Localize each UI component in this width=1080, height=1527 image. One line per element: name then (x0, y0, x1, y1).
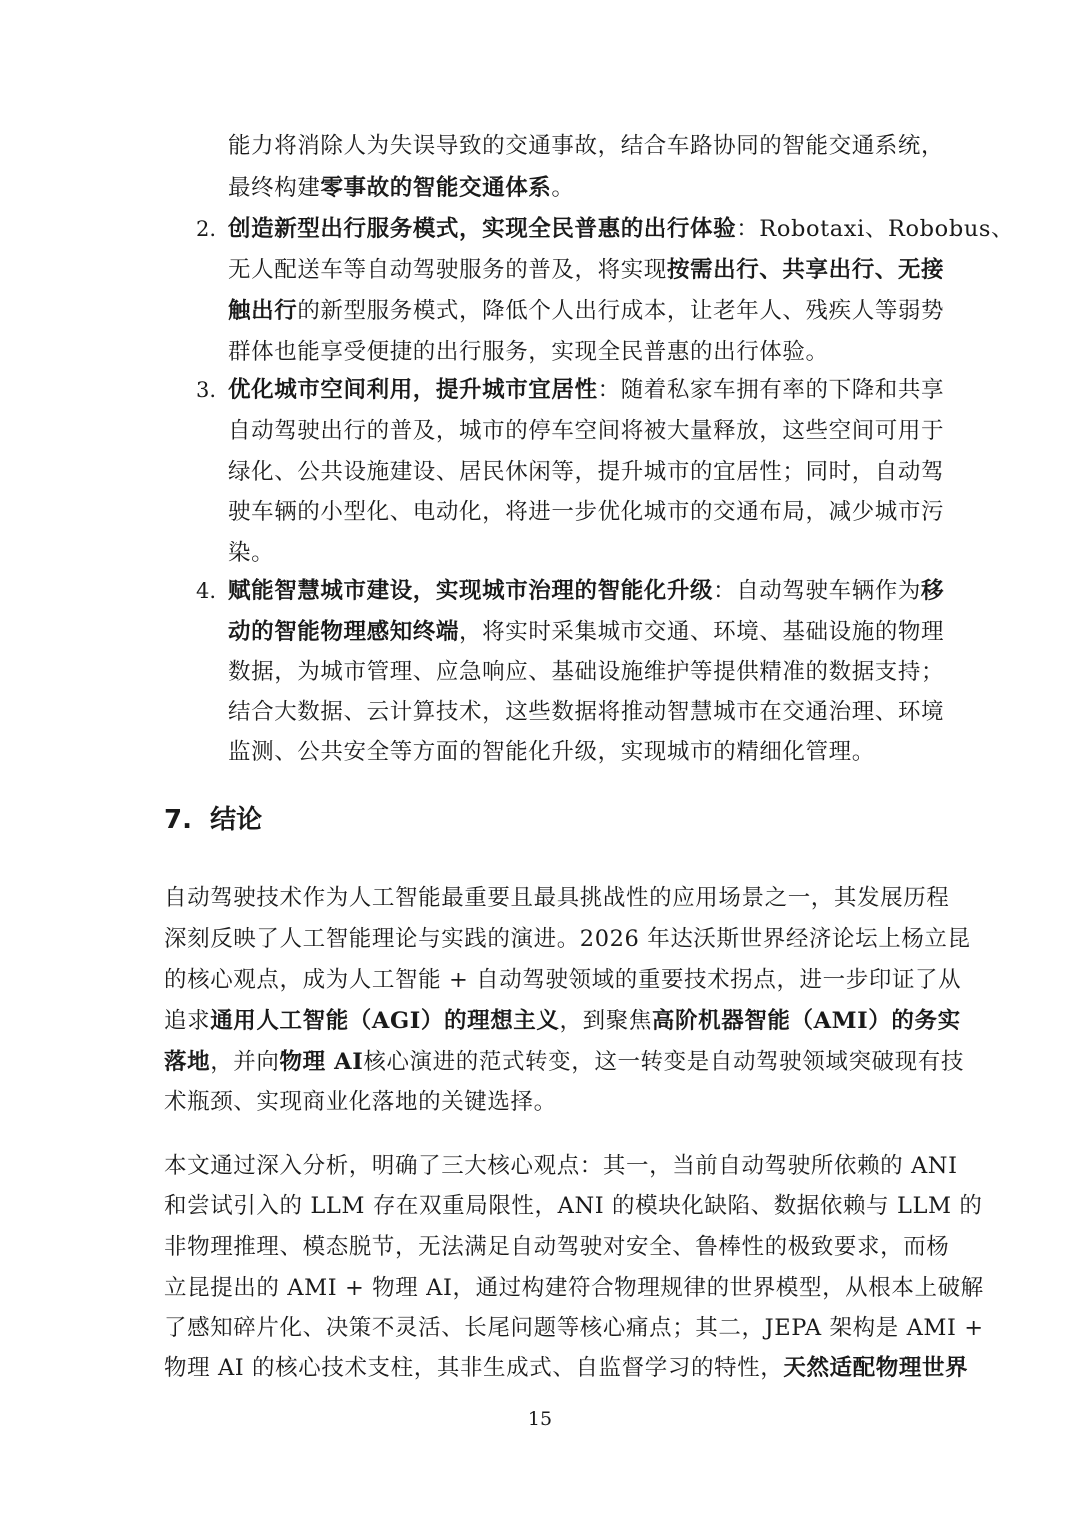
para2-line-1: 本文通过深入分析，明确了三大核心观点：其一，当前自动驾驶所依赖的 ANI (164, 1153, 958, 1179)
section-number: 7. (164, 805, 192, 835)
list-item-number: 2. (196, 217, 217, 241)
list-item-4-line-5: 监测、公共安全等方面的智能化升级，实现城市的精细化管理。 (228, 739, 875, 765)
para1-line-2: 深刻反映了人工智能理论与实践的演进。2026 年达沃斯世界经济论坛上杨立昆 (164, 926, 971, 952)
intro-emphasis: 零事故的智能交通体系 (320, 175, 552, 201)
list-item-3-line-5: 染。 (228, 540, 275, 566)
para2-line-2: 和尝试引入的 LLM 存在双重局限性，ANI 的模块化缺陷、数据依赖与 LLM 的 (164, 1193, 983, 1219)
para1-line-5: 落地，并向物理 AI核心演进的范式转变，这一转变是自动驾驶领域突破现有技 (164, 1049, 964, 1075)
list-item-4-line-4: 结合大数据、云计算技术，这些数据将推动智慧城市在交通治理、环境 (228, 699, 945, 725)
list-item-2-line-4: 群体也能享受便捷的出行服务，实现全民普惠的出行体验。 (228, 339, 829, 365)
list-item-2-line-2: 无人配送车等自动驾驶服务的普及，将实现按需出行、共享出行、无接 (228, 257, 945, 283)
list-item-3-line-4: 驶车辆的小型化、电动化，将进一步优化城市的交通布局，减少城市污 (228, 499, 945, 525)
para2-line-5: 了感知碎片化、决策不灵活、长尾问题等核心痛点；其二，JEPA 架构是 AMI + (164, 1315, 984, 1341)
list-item-3-line-3: 绿化、公共设施建设、居民休闲等，提升城市的宜居性；同时，自动驾 (228, 459, 945, 485)
page-number: 15 (527, 1408, 553, 1430)
para1-line-4: 追求通用人工智能（AGI）的理想主义，到聚焦高阶机器智能（AMI）的务实 (164, 1008, 961, 1034)
para2-line-4: 立昆提出的 AMI + 物理 AI，通过构建符合物理规律的世界模型，从根本上破解 (164, 1275, 984, 1301)
section-heading (164, 802, 262, 838)
list-item-2-line-1: 创造新型出行服务模式，实现全民普惠的出行体验：Robotaxi、Robobus、 (228, 216, 1015, 242)
list-item-3-line-2: 自动驾驶出行的普及，城市的停车空间将被大量释放，这些空间可用于 (228, 418, 945, 444)
list-item-4-line-2: 动的智能物理感知终端，将实时采集城市交通、环境、基础设施的物理 (228, 619, 945, 645)
section-title: 结论 (210, 805, 263, 835)
list-item-2-line-3: 触出行的新型服务模式，降低个人出行成本，让老年人、残疾人等弱势 (228, 298, 945, 324)
para1-line-1: 自动驾驶技术作为人工智能最重要且最具挑战性的应用场景之一，其发展历程 (164, 885, 950, 911)
para1-line-6: 术瓶颈、实现商业化落地的关键选择。 (164, 1089, 557, 1115)
intro-line-2: 最终构建零事故的智能交通体系。 (228, 175, 575, 201)
list-item-4-line-1: 赋能智慧城市建设，实现城市治理的智能化升级：自动驾驶车辆作为移 (228, 578, 945, 604)
list-item-4-line-3: 数据，为城市管理、应急响应、基础设施维护等提供精准的数据支持； (228, 659, 945, 685)
para1-line-3: 的核心观点，成为人工智能 + 自动驾驶领域的重要技术拐点，进一步印证了从 (164, 967, 962, 993)
para2-line-3: 非物理推理、模态脱节，无法满足自动驾驶对安全、鲁棒性的极致要求，而杨 (164, 1234, 950, 1260)
list-item-number: 4. (196, 579, 217, 603)
para2-line-6: 物理 AI 的核心技术支柱，其非生成式、自监督学习的特性，天然适配物理世界 (164, 1355, 969, 1381)
list-item-number: 3. (196, 378, 217, 402)
intro-line-1: 能力将消除人为失误导致的交通事故，结合车路协同的智能交通系统， (228, 133, 945, 159)
list-item-3-line-1: 优化城市空间利用，提升城市宜居性：随着私家车拥有率的下降和共享 (228, 377, 945, 403)
